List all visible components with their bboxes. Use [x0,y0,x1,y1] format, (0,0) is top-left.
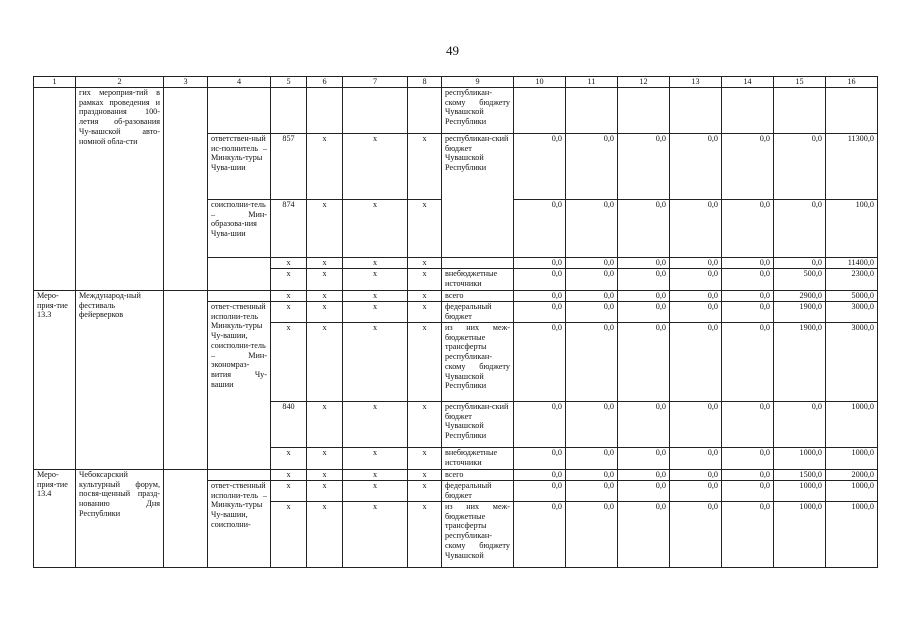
code-cell: х [271,448,307,470]
cell-empty [208,258,271,291]
value-cell: 11400,0 [826,258,878,269]
value-cell: 0,0 [722,481,774,502]
value-cell: 0,0 [566,470,618,481]
header-row [34,77,878,88]
value-cell: 0,0 [722,291,774,302]
value-cell: 1900,0 [774,323,826,402]
value-cell: 0,0 [670,258,722,269]
executor-cell: соисполни-тель – Мин-образова-ния Чува-шии [208,200,271,258]
value-cell: 0,0 [566,258,618,269]
value-cell: 0,0 [514,323,566,402]
code-cell: х [408,402,442,448]
col-header: 4 [208,77,271,88]
value-cell: 0,0 [722,502,774,568]
table-row [34,88,878,134]
code-cell: х [271,258,307,269]
value-cell: 0,0 [514,200,566,258]
cell-empty [722,88,774,134]
code-cell: х [343,200,408,258]
col-header: 3 [164,77,208,88]
value-cell: 1000,0 [774,481,826,502]
code-cell: х [307,470,343,481]
cell-empty [208,470,271,481]
value-cell: 0,0 [722,258,774,269]
code-cell: х [307,269,343,291]
code-cell: х [307,481,343,502]
measure-number-cell: Меро-прия-тие 13.4 [34,470,76,568]
value-cell: 2000,0 [826,470,878,481]
value-cell: 0,0 [722,470,774,481]
value-cell: 0,0 [670,402,722,448]
code-cell: х [343,134,408,200]
value-cell: 0,0 [514,470,566,481]
cell-empty [618,88,670,134]
value-cell: 0,0 [670,481,722,502]
value-cell: 0,0 [514,302,566,323]
value-cell: 0,0 [618,470,670,481]
value-cell: 0,0 [514,481,566,502]
cell-empty [408,88,442,134]
code-cell: х [307,402,343,448]
code-cell: х [408,470,442,481]
value-cell: 0,0 [722,302,774,323]
value-cell: 100,0 [826,200,878,258]
col-header: 11 [566,77,618,88]
executor-cell: ответ-ственный исполни-тель Минкуль-туры Чу-вашии, соисполни-тель – Мин-экономраз-вития Чу-вашии [208,302,271,470]
code-cell: х [307,200,343,258]
code-cell: х [343,291,408,302]
value-cell: 0,0 [514,448,566,470]
value-cell: 11300,0 [826,134,878,200]
code-cell: 857 [271,134,307,200]
value-cell: 0,0 [722,269,774,291]
value-cell: 0,0 [722,134,774,200]
measure-title-cell: Чебоксарский культурный форум, посвя-щенный празд-нованию Дня Республики [76,470,164,568]
cell-empty [670,88,722,134]
source-cell: федеральный бюджет [442,481,514,502]
value-cell: 1900,0 [774,302,826,323]
cell-empty [164,88,208,291]
code-cell: х [307,258,343,269]
value-cell: 2300,0 [826,269,878,291]
code-cell: х [343,302,408,323]
col-header: 15 [774,77,826,88]
code-cell: 840 [271,402,307,448]
cell-empty [442,258,514,269]
col-header: 10 [514,77,566,88]
code-cell: х [343,269,408,291]
cell-empty [208,291,271,302]
col-header: 7 [343,77,408,88]
source-cell: республикан-ский бюджет Чувашской Республики [442,134,514,258]
value-cell: 3000,0 [826,302,878,323]
value-cell: 0,0 [514,269,566,291]
value-cell: 1000,0 [826,448,878,470]
value-cell: 500,0 [774,269,826,291]
cell-empty [164,470,208,568]
value-cell: 1000,0 [774,502,826,568]
value-cell: 1000,0 [826,481,878,502]
value-cell: 0,0 [566,402,618,448]
value-cell: 0,0 [514,502,566,568]
cell-empty [34,88,76,291]
executor-cell: ответствен-ный ис-полнитель – Минкуль-туры Чува-шии [208,134,271,200]
value-cell: 0,0 [670,134,722,200]
value-cell: 0,0 [618,502,670,568]
value-cell: 1500,0 [774,470,826,481]
source-cell: из них меж-бюджетные трансферты республикан-скому бюджету Чувашской [442,502,514,568]
value-cell: 0,0 [618,200,670,258]
value-cell: 2900,0 [774,291,826,302]
value-cell: 0,0 [670,470,722,481]
cell-empty [826,88,878,134]
value-cell: 0,0 [670,302,722,323]
col-header: 5 [271,77,307,88]
value-cell: 0,0 [670,502,722,568]
col-header: 12 [618,77,670,88]
value-cell: 1000,0 [826,402,878,448]
value-cell: 0,0 [774,402,826,448]
col-header: 9 [442,77,514,88]
value-cell: 0,0 [566,302,618,323]
code-cell: х [408,481,442,502]
code-cell: х [271,481,307,502]
value-cell: 0,0 [670,323,722,402]
col-header: 6 [307,77,343,88]
measure-title-cell: гих мероприя-тий в рамках проведения и празднования 100-летия об-разования Чу-вашской авто-номной обла-сти [76,88,164,291]
code-cell: х [271,470,307,481]
value-cell: 0,0 [722,402,774,448]
source-cell: республикан-скому бюджету Чувашской Республики [442,88,514,134]
cell-empty [566,88,618,134]
value-cell: 0,0 [618,402,670,448]
code-cell: х [408,134,442,200]
budget-table [33,76,878,568]
code-cell: х [307,134,343,200]
code-cell: х [408,323,442,402]
code-cell: х [271,502,307,568]
col-header: 14 [722,77,774,88]
code-cell: х [343,502,408,568]
value-cell: 0,0 [774,134,826,200]
cell-empty [271,88,307,134]
source-cell: из них меж-бюджетные трансферты республикан-скому бюджету Чувашской Республики [442,323,514,402]
col-header: 16 [826,77,878,88]
source-cell: внебюджетные источники [442,448,514,470]
value-cell: 0,0 [618,302,670,323]
value-cell: 3000,0 [826,323,878,402]
value-cell: 0,0 [722,448,774,470]
value-cell: 0,0 [566,448,618,470]
code-cell: х [408,258,442,269]
value-cell: 0,0 [618,291,670,302]
code-cell: х [307,502,343,568]
code-cell: 874 [271,200,307,258]
table-row [34,470,878,481]
code-cell: х [343,258,408,269]
code-cell: х [271,302,307,323]
cell-empty [164,291,208,470]
col-header: 1 [34,77,76,88]
source-cell: всего [442,291,514,302]
code-cell: х [343,323,408,402]
value-cell: 1000,0 [826,502,878,568]
code-cell: х [408,269,442,291]
value-cell: 0,0 [514,291,566,302]
code-cell: х [408,302,442,323]
value-cell: 0,0 [618,269,670,291]
col-header: 13 [670,77,722,88]
value-cell: 0,0 [722,323,774,402]
value-cell: 0,0 [514,258,566,269]
value-cell: 0,0 [566,269,618,291]
value-cell: 0,0 [618,323,670,402]
code-cell: х [307,448,343,470]
cell-empty [514,88,566,134]
value-cell: 0,0 [670,269,722,291]
value-cell: 5000,0 [826,291,878,302]
value-cell: 0,0 [566,323,618,402]
code-cell: х [408,502,442,568]
cell-empty [774,88,826,134]
value-cell: 0,0 [670,448,722,470]
value-cell: 0,0 [514,134,566,200]
source-cell: республикан-ский бюджет Чувашской Республики [442,402,514,448]
code-cell: х [271,323,307,402]
measure-title-cell: Международ-ный фестиваль фейерверков [76,291,164,470]
code-cell: х [307,323,343,402]
code-cell: х [343,470,408,481]
value-cell: 0,0 [670,200,722,258]
value-cell: 0,0 [774,258,826,269]
table-row [34,291,878,302]
source-cell: федеральный бюджет [442,302,514,323]
code-cell: х [343,402,408,448]
code-cell: х [343,481,408,502]
measure-number-cell: Меро-прия-тие 13.3 [34,291,76,470]
value-cell: 0,0 [722,200,774,258]
value-cell: 0,0 [670,291,722,302]
col-header: 2 [76,77,164,88]
value-cell: 0,0 [566,291,618,302]
executor-cell: ответ-ственный исполни-тель – Минкуль-туры Чу-вашии, соисполни- [208,481,271,568]
value-cell: 0,0 [618,448,670,470]
value-cell: 0,0 [566,481,618,502]
value-cell: 1000,0 [774,448,826,470]
value-cell: 0,0 [566,502,618,568]
code-cell: х [307,291,343,302]
page-number: 49 [446,43,459,58]
code-cell: х [408,291,442,302]
value-cell: 0,0 [774,200,826,258]
cell-empty [208,88,271,134]
source-cell: внебюджетные источники [442,269,514,291]
code-cell: х [307,302,343,323]
value-cell: 0,0 [514,402,566,448]
code-cell: х [271,291,307,302]
code-cell: х [343,448,408,470]
code-cell: х [408,200,442,258]
cell-empty [343,88,408,134]
col-header: 8 [408,77,442,88]
value-cell: 0,0 [566,200,618,258]
code-cell: х [408,448,442,470]
value-cell: 0,0 [618,134,670,200]
source-cell: всего [442,470,514,481]
value-cell: 0,0 [618,481,670,502]
value-cell: 0,0 [566,134,618,200]
code-cell: х [271,269,307,291]
cell-empty [307,88,343,134]
value-cell: 0,0 [618,258,670,269]
